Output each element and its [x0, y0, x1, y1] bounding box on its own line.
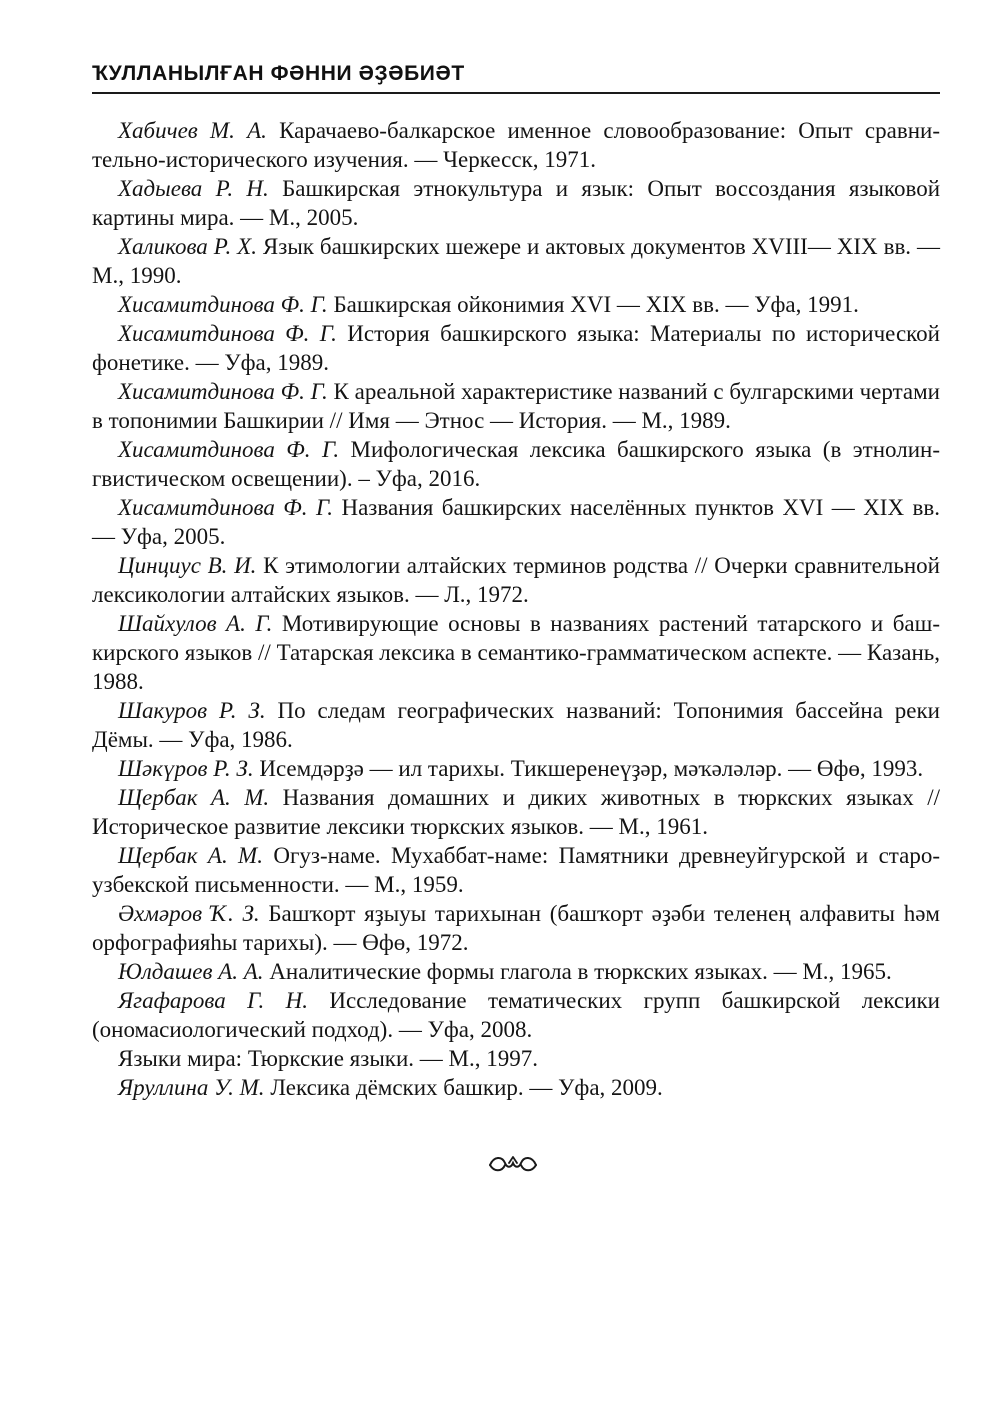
entry-text: К этимологии алтайских терминов родства // Очерки сравнительной лексикологии алтайских языков. — Л., 1972. [92, 553, 940, 607]
entry-author: Хисамитдинова Ф. Г. [118, 495, 334, 520]
bibliography-entry [92, 174, 940, 232]
entry-author: Юлдашев А. А. [118, 959, 264, 984]
entry-author: Ягафарова Г. Н. [118, 988, 308, 1013]
entry-text: Башҡорт яҙыуы тарихынан (башҡорт әҙәби теленең алфавиты һәм орфографияһы тарихы). — Өфө, 1972. [92, 901, 940, 955]
bibliography-entry [92, 609, 940, 696]
bibliography-entry [92, 435, 940, 493]
fleuron-ornament-icon [488, 1152, 538, 1174]
bibliography-entry [92, 754, 940, 783]
entry-text: Исемдәрҙә — ил тарихы. Тикшеренеүҙәр, мәҡәләләр. — Өфө, 1993. [253, 756, 924, 781]
entry-text: Аналитические формы глагола в тюркских языках. — М., 1965. [263, 959, 892, 984]
entry-text: История башкирского языка: Материалы по исторической фонетике. — Уфа, 1989. [92, 321, 940, 375]
entry-text: К ареальной характеристике названий с булгарскими чертами в топонимии Башкирии // Имя — Этнос — История. — М., 1989. [92, 379, 940, 433]
bibliography-list [92, 116, 940, 1102]
bibliography-entry [92, 319, 940, 377]
entry-text: Мифологическая лексика башкирского языка (в этнолингвистическом освещении). – Уфа, 2016. [92, 437, 940, 491]
entry-author: Щербак А. М. [118, 785, 270, 810]
bibliography-entry [92, 783, 940, 841]
entry-author: Яруллина У. М. [118, 1075, 265, 1100]
entry-text: Исследование тематических групп башкирской лексики (ономасиологический подход). — Уфа, 2008. [92, 988, 940, 1042]
entry-text: Названия башкирских населённых пунктов XVI — XIX вв. — Уфа, 2005. [92, 495, 940, 549]
bibliography-entry [92, 986, 940, 1044]
entry-author: Әхмәров Ҡ. З. [118, 901, 260, 926]
bibliography-entry [92, 377, 940, 435]
entry-author: Хисамитдинова Ф. Г. [118, 321, 337, 346]
entry-author: Шайхулов А. Г. [118, 611, 273, 636]
entry-text: Огуз-наме. Мухаббат-наме: Памятники древнеуйгурской и староузбекской письменности. — М., 1959. [92, 843, 940, 897]
bibliography-entry [92, 696, 940, 754]
entry-text: По следам географических названий: Топонимия бассейна реки Дёмы. — Уфа, 1986. [92, 698, 940, 752]
bibliography-entry [92, 493, 940, 551]
entry-author: Хисамитдинова Ф. Г. [118, 379, 328, 404]
entry-text: Лексика дёмских башкир. — Уфа, 2009. [264, 1075, 663, 1100]
entry-text: Язык башкирских шежере и актовых документов XVIII— XIX вв. — М., 1990. [92, 234, 940, 288]
entry-text: Языки мира: Тюркские языки. — М., 1997. [118, 1046, 538, 1071]
bibliography-entry [92, 1044, 940, 1073]
running-head-title: ҠУЛЛАНЫЛҒАН ФӘННИ ӘҘӘБИӘТ [92, 62, 465, 85]
entry-author: Хисамитдинова Ф. Г. [118, 437, 340, 462]
entry-author: Халикова Р. Х. [118, 234, 257, 259]
entry-text: Башкирская ойконимия XVI — XIX вв. — Уфа, 1991. [327, 292, 859, 317]
entry-author: Шәкүров Р. З. [118, 756, 254, 781]
bibliography-entry [92, 841, 940, 899]
bibliography-entry [92, 1073, 940, 1102]
entry-text: Карачаево-балкарское именное словообразование: Опыт сравнительно-исторического изучения. — Черкесск, 1971. [92, 118, 940, 172]
entry-author: Хадыева Р. Н. [118, 176, 269, 201]
bibliography-entry [92, 290, 940, 319]
bibliography-entry [92, 551, 940, 609]
entry-author: Хабичев М. А. [118, 118, 267, 143]
bibliography-entry [92, 116, 940, 174]
entry-text: Башкирская этнокультура и язык: Опыт воссоздания языковой картины мира. — М., 2005. [92, 176, 940, 230]
bibliography-entry [92, 899, 940, 957]
entry-author: Хисамитдинова Ф. Г. [118, 292, 328, 317]
entry-author: Цинциус В. И. [118, 553, 257, 578]
entry-author: Шакуров Р. З. [118, 698, 266, 723]
header-rule [92, 92, 940, 94]
entry-author: Щербак А. М. [118, 843, 263, 868]
entry-text: Названия домашних и диких животных в тюркских языках // Историческое развитие лексики тюркских языков. — М., 1961. [92, 785, 940, 839]
bibliography-entry [92, 957, 940, 986]
bibliography-entry [92, 232, 940, 290]
entry-text: Мотивирующие основы в названиях растений татарского и башкирского языков // Татарская лексика в семантико-грамматическом аспекте. — Казань, 1988. [92, 611, 941, 694]
